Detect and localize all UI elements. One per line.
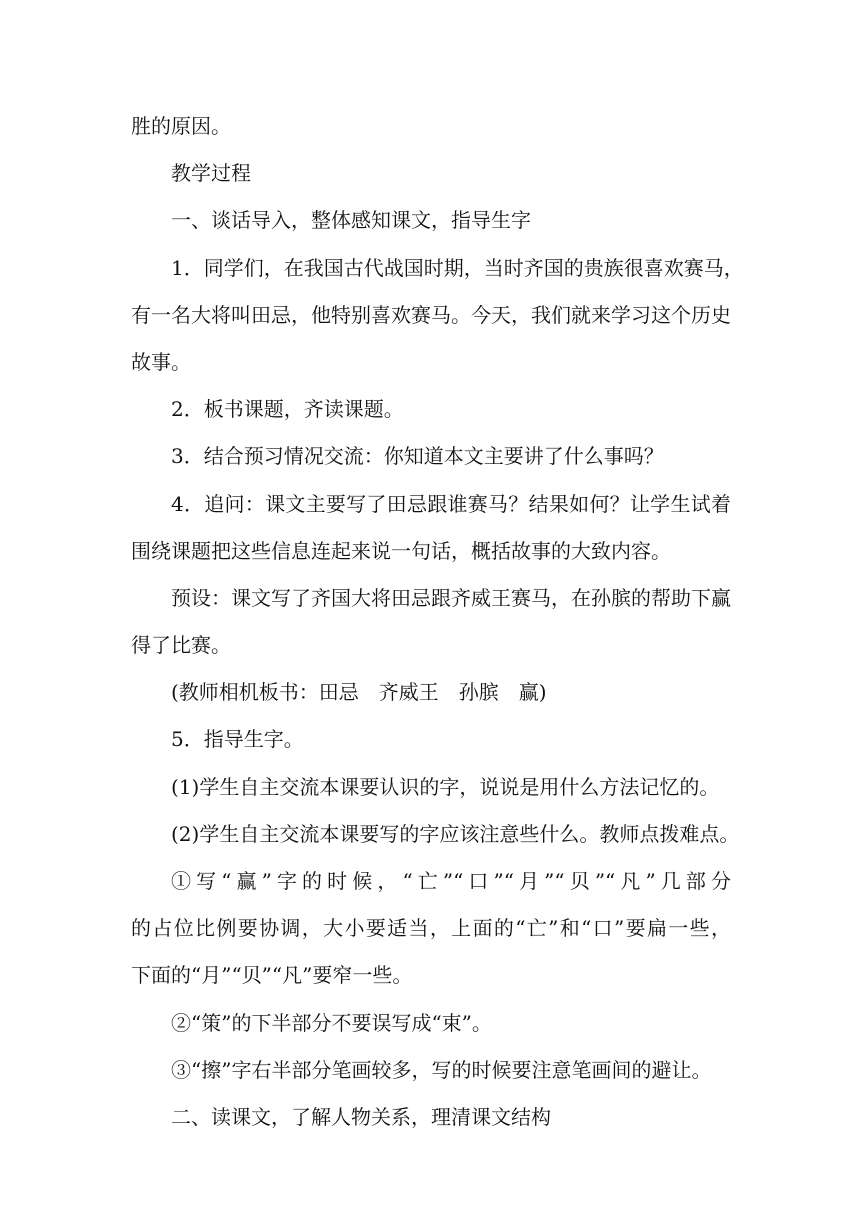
text-line: (2)学生自主交流本课要写的字应该注意些什么。教师点拨难点。 xyxy=(171,821,740,846)
document-body xyxy=(131,103,744,1141)
text-line: 故事。 xyxy=(131,349,191,374)
section-heading-1: 一、谈话导入，整体感知课文，指导生字 xyxy=(171,208,531,233)
text-line: 4．追问：课文主要写了田忌跟谁赛马？结果如何？让学生试着 xyxy=(171,491,731,516)
text-line: 的占位比例要协调，大小要适当，上面的“亡”和“口”要扁一些， xyxy=(131,916,731,941)
section-heading-teaching-process: 教学过程 xyxy=(171,161,251,186)
text-line: 胜的原因。 xyxy=(131,114,231,138)
section-heading-2: 二、读课文，了解人物关系，理清课文结构 xyxy=(171,1104,551,1129)
text-line: ②“策”的下半部分不要误写成“束”。 xyxy=(171,1010,492,1035)
text-line: 预设：课文写了齐国大将田忌跟齐威王赛马，在孙膑的帮助下赢 xyxy=(171,585,731,610)
text-line: 有一名大将叫田忌，他特别喜欢赛马。今天，我们就来学习这个历史 xyxy=(131,302,731,327)
text-line: ③“擦”字右半部分笔画较多，写的时候要注意笔画间的避让。 xyxy=(171,1057,712,1082)
text-line: 下面的“月”“贝”“凡”要窄一些。 xyxy=(131,963,413,988)
text-line: (1)学生自主交流本课要认识的字，说说是用什么方法记忆的。 xyxy=(171,774,720,799)
text-line: 得了比赛。 xyxy=(131,633,231,658)
text-line: 5．指导生字。 xyxy=(171,727,304,752)
text-line: 1．同学们，在我国古代战国时期，当时齐国的贵族很喜欢赛马， xyxy=(171,255,744,280)
text-line: 3．结合预习情况交流：你知道本文主要讲了什么事吗？ xyxy=(171,444,664,469)
text-line: 2．板书课题，齐读课题。 xyxy=(171,397,404,422)
text-line: 围绕课题把这些信息连起来说一句话，概括故事的大致内容。 xyxy=(131,538,671,563)
text-line: ①写“赢”字的时候，“亡”“口”“月”“贝”“凡”几部分 xyxy=(171,869,731,893)
text-line: (教师相机板书：田忌 齐威王 孙膑 赢) xyxy=(171,680,547,705)
